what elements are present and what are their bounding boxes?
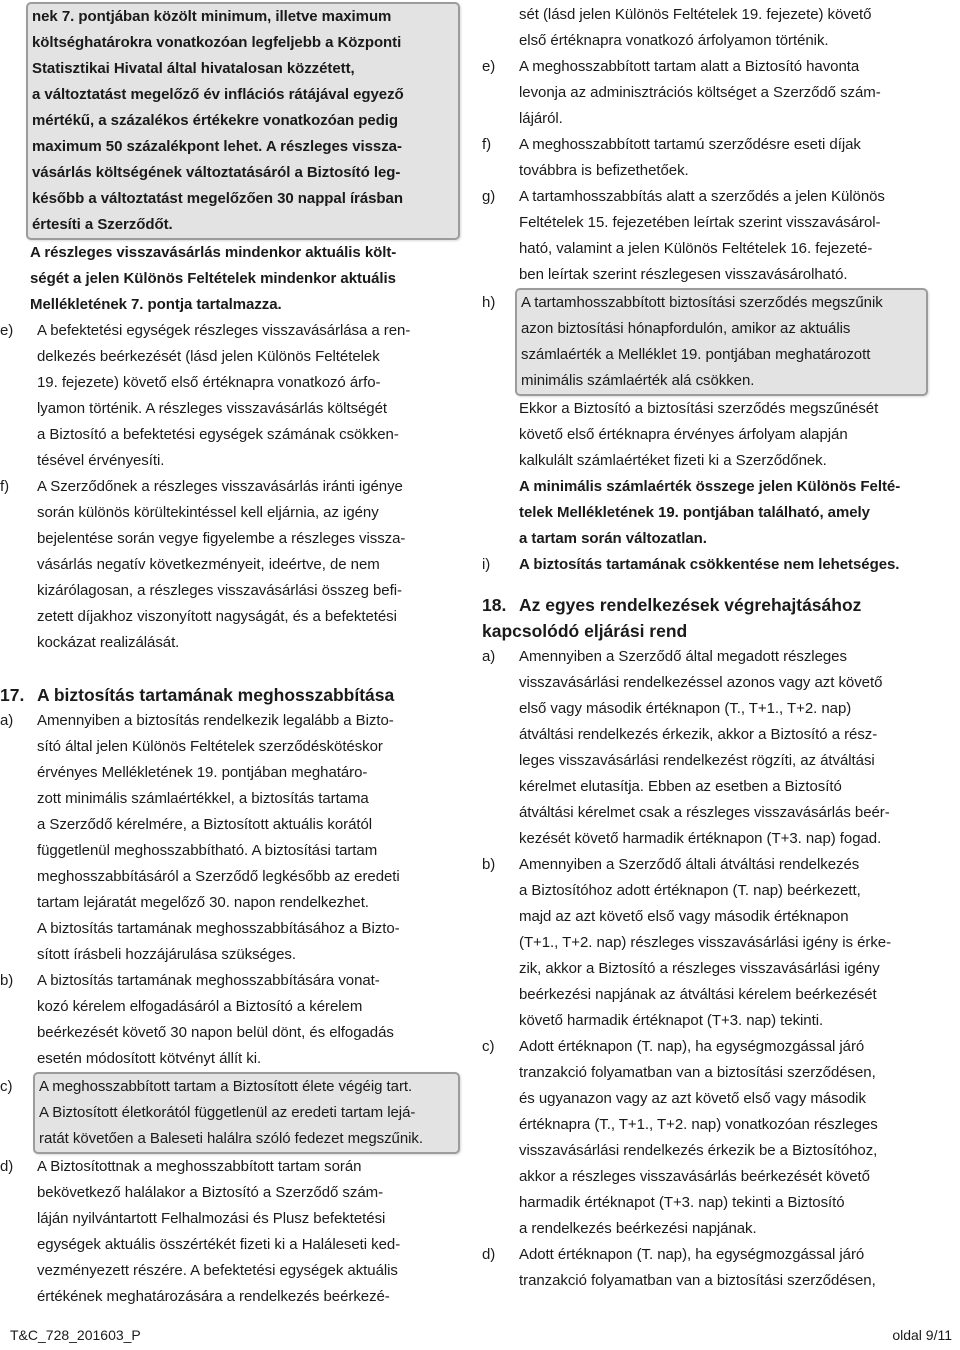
text-line: A biztosítás tartamának meghosszabbítására vonat- [37, 972, 380, 989]
item-marker: b) [0, 972, 14, 989]
text-line: Amennyiben a Szerződő általi átváltási rendelkezés [519, 856, 860, 873]
text-line: átváltási kérelmet csak a részleges visszavásárlás beér- [519, 804, 890, 821]
item-marker: e) [0, 322, 14, 339]
text-line: Adott értéknapon (T. nap), ha egységmozgással járó [519, 1246, 865, 1263]
text-line: bekövetkező halálakor a Biztosító a Szerződő szám- [37, 1184, 384, 1201]
text-line: (T+1., T+2. nap) részleges visszavásárlási igény is érke- [519, 934, 892, 951]
text-line: függetlenül meghosszabbítható. A biztosítási tartam [37, 842, 378, 859]
text-line: sét (lásd jelen Különös Feltételek 19. fejezete) követő [519, 6, 872, 23]
list-item-17d [0, 1154, 460, 1310]
text-line: visszavásárlási rendelkezés érkezik be a Biztosítóhoz, [519, 1142, 878, 1159]
text-line: értesíti a Szerződőt. [32, 216, 173, 233]
text-line: Feltételek 15. fejezetében leírtak szerint visszavásárol- [519, 214, 881, 231]
text-line: ható, valamint a jelen Különös Feltételek 16. fejezeté- [519, 240, 873, 257]
text-line: érvényes Mellékletének 19. pontjában meghatáro- [37, 764, 368, 781]
text-line: során különös körültekintéssel kell eljárnia, az igény [37, 504, 379, 521]
list-item-18a [482, 644, 942, 852]
list-item-17b [0, 968, 460, 1072]
text-line: A tartamhosszabbítás alatt a szerződés a jelen Különös [519, 188, 885, 205]
item-marker: e) [482, 58, 496, 75]
text-line: ratát követően a Baleseti halálra szóló fedezet megszűnik. [39, 1130, 423, 1147]
text-line: láján nyilvántartott Felhalmozási és Plusz befektetési [37, 1210, 386, 1227]
text-line: lyamon történik. A részleges visszavásárlás költségét [37, 400, 388, 417]
text-line: kalkulált számlaértéket fizeti ki a Szerződőnek. [519, 452, 827, 469]
item-marker: d) [0, 1158, 14, 1175]
text-line: követő első értéknapra érvényes árfolyam alapján [519, 426, 848, 443]
item-marker: a) [482, 648, 496, 665]
text-line: vásárlás negatív következményeit, ideértve, de nem [37, 556, 380, 573]
text-line: továbbra is befizethetőek. [519, 162, 689, 179]
item-marker: h) [482, 294, 496, 311]
list-item-18d [482, 1242, 942, 1294]
text-line: átváltási rendelkezés érkezik, akkor a Biztosító a rész- [519, 726, 878, 743]
section-number: 18. [482, 595, 507, 615]
list-item-17a [0, 708, 460, 968]
text-line: kezését követő harmadik értéknapon (T+3. nap) fogad. [519, 830, 882, 847]
item-marker: i) [482, 556, 491, 573]
list-item-f [482, 132, 942, 184]
item-marker: c) [0, 1078, 13, 1095]
text-line: A részleges visszavásárlás mindenkor aktuális költ- [30, 244, 397, 261]
text-line: később a változtatást megelőzően 30 nappal írásban [32, 190, 403, 207]
text-line: minimális számlaérték alá csökken. [521, 372, 755, 389]
section-title: Az egyes rendelkezések végrehajtásához [519, 595, 862, 615]
text-line: A Biztosítottnak a meghosszabbított tartam során [37, 1158, 362, 1175]
text-line: sító által jelen Különös Feltételek szerződéskötéskor [37, 738, 383, 755]
text-line: Amennyiben a biztosítás rendelkezik legalább a Bizto- [37, 712, 394, 729]
text-line: A meghosszabbított tartam a Biztosított élete végéig tart. [39, 1078, 413, 1095]
item-marker: f) [0, 478, 10, 495]
section-heading-18 [482, 592, 942, 644]
text-line: A Biztosított életkorától függetlenül az eredeti tartam lejá- [39, 1104, 416, 1121]
text-line: maximum 50 százalékpont lehet. A részleges vissza- [32, 138, 402, 155]
text-line: ségét a jelen Különös Feltételek mindenkor aktuális [30, 270, 396, 287]
item-marker: d) [482, 1246, 496, 1263]
section-number: 17. [0, 685, 25, 705]
section-title-cont: kapcsolódó eljárási rend [482, 621, 688, 641]
footer-doc-code: T&C_728_201603_P [10, 1327, 141, 1343]
text-line: beérkezését követő 30 napon belül dönt, és elfogadás [37, 1024, 394, 1041]
text-line: költséghatárokra vonatkozóan legfeljebb a Központi [32, 34, 402, 51]
text-line: Mellékletének 7. pontja tartalmazza. [30, 296, 282, 313]
text-line: sított írásbeli hozzájárulása szükséges. [37, 946, 296, 963]
item-marker: g) [482, 188, 496, 205]
bold-paragraph [30, 240, 460, 318]
left-column [0, 2, 460, 1310]
list-item-18b [482, 852, 942, 1034]
text-line: első értéknapra vonatkozó árfolyamon történik. [519, 32, 829, 49]
text-line: ben leírtak szerint részlegesen visszavásárolható. [519, 266, 848, 283]
text-line: bejelentése során vegye figyelembe a részleges vissza- [37, 530, 406, 547]
text-line: kizárólagosan, a részleges visszavásárlási összeg befi- [37, 582, 402, 599]
text-line: zott minimális számlaértékkel, a biztosítás tartama [37, 790, 369, 807]
text-line: zetett díjakhoz viszonyított nagyságát, és a befektetési [37, 608, 397, 625]
continued-paragraph [482, 2, 942, 54]
text-line: delkezés beérkezését (lásd jelen Különös Feltételek [37, 348, 380, 365]
highlight-box-cost-change [26, 2, 460, 240]
text-line: A meghosszabbított tartamú szerződésre eseti díjak [519, 136, 861, 153]
text-line: beérkezési napjának az átváltási kérelem beérkezését [519, 986, 877, 1003]
text-line: kérelmet elutasítja. Ebben az esetben a Biztosító [519, 778, 842, 795]
list-item-e [0, 318, 460, 474]
text-line: A tartamhosszabbított biztosítási szerződés megszűnik [521, 294, 883, 311]
text-line: 19. fejezete) követő első értéknapra vonatkozó árfo- [37, 374, 381, 391]
text-line: a tartam során változatlan. [519, 530, 707, 547]
text-line: A biztosítás tartamának meghosszabbításához a Bizto- [37, 920, 400, 937]
section-title: A biztosítás tartamának meghosszabbítása [37, 685, 395, 705]
list-item-f [0, 474, 460, 656]
item-marker: b) [482, 856, 496, 873]
right-column [482, 2, 942, 1294]
text-line: a Szerződő kérelmére, a Biztosított aktuális korától [37, 816, 373, 833]
text-line: a Biztosítóhoz adott értéknapon (T. nap) beérkezett, [519, 882, 861, 899]
list-item-h [482, 288, 942, 552]
list-item-e [482, 54, 942, 132]
item-marker: c) [482, 1038, 495, 1055]
text-line: számlaérték a Melléklet 19. pontjában meghatározott [521, 346, 871, 363]
text-line: esetén módosított kötvényt állít ki. [37, 1050, 262, 1067]
text-line: kozó kérelem elfogadásáról a Biztosító a kérelem [37, 998, 363, 1015]
text-line: vezményezett részére. A befektetési egységek aktuális [37, 1262, 398, 1279]
text-line: Statisztikai Hivatal által hivatalosan közzétett, [32, 60, 355, 77]
list-item-17c [0, 1072, 460, 1154]
text-line: majd az azt követő első vagy második értéknapon [519, 908, 849, 925]
list-item-g [482, 184, 942, 288]
text-line: meghosszabbításáról a Szerződő legkésőbb az eredeti [37, 868, 400, 885]
text-line: a Biztosító a befektetési egységek számának csökken- [37, 426, 399, 443]
text-line: a rendelkezés beérkezési napjának. [519, 1220, 757, 1237]
text-line: A Szerződőnek a részleges visszavásárlás iránti igénye [37, 478, 403, 495]
text-line: értéknapra (T., T+1., T+2. nap) vonatkozóan részleges [519, 1116, 878, 1133]
list-item-i [482, 552, 942, 578]
text-line: tartam lejáratát megelőző 30. napon rendelkezhet. [37, 894, 369, 911]
text-line: egységek aktuális összértékét fizeti ki a Haláleseti ked- [37, 1236, 401, 1253]
text-line: követő harmadik értéknapot (T+3. nap) tekinti. [519, 1012, 824, 1029]
text-line: akkor a részleges visszavásárlás beérkezését követő [519, 1168, 870, 1185]
text-line: mértékű, a százalékos értékekre vonatkozóan pedig [32, 112, 399, 129]
text-line: levonja az adminisztrációs költséget a Szerződő szám- [519, 84, 881, 101]
highlight-box-termination [515, 288, 928, 396]
text-line: zik, akkor a Biztosító a részleges visszavásárlási igény [519, 960, 880, 977]
text-line: és ugyanazon vagy az azt követő első vagy második [519, 1090, 866, 1107]
text-line: tranzakció folyamatban van a biztosítási szerződésen, [519, 1064, 876, 1081]
text-line: harmadik értéknapot (T+3. nap) tekinti a Biztosító [519, 1194, 845, 1211]
footer-page-number: oldal 9/11 [892, 1327, 952, 1343]
text-line: leges visszavásárlási rendelkezést rögzíti, az átváltási [519, 752, 875, 769]
item-marker: a) [0, 712, 14, 729]
text-line: kockázat realizálását. [37, 634, 180, 651]
text-line: első vagy második értéknapon (T., T+1., T+2. nap) [519, 700, 852, 717]
text-line: visszavásárlási rendelkezéssel azonos vagy azt követő [519, 674, 883, 691]
text-line: értékének meghatározására a rendelkezés beérkezé- [37, 1288, 390, 1305]
text-line: vásárlás költségének változtatásáról a Biztosító leg- [32, 164, 401, 181]
text-line: A meghosszabbított tartam alatt a Biztosító havonta [519, 58, 860, 75]
text-line: Ekkor a Biztosító a biztosítási szerződés megszűnését [519, 400, 879, 417]
text-line: tranzakció folyamatban van a biztosítási szerződésen, [519, 1272, 876, 1289]
text-line: tésével érvényesíti. [37, 452, 165, 469]
text-line: A biztosítás tartamának csökkentése nem lehetséges. [519, 556, 900, 573]
text-line: A minimális számlaérték összege jelen Különös Felté- [519, 478, 901, 495]
text-line: a változtatást megelőző év inflációs rátájával egyező [32, 86, 404, 103]
text-line: azon biztosítási hónapfordulón, amikor az aktuális [521, 320, 851, 337]
item-marker: f) [482, 136, 492, 153]
text-line: Adott értéknapon (T. nap), ha egységmozgással járó [519, 1038, 865, 1055]
text-line: nek 7. pontjában közölt minimum, illetve maximum [32, 8, 392, 25]
text-line: Amennyiben a Szerződő által megadott részleges [519, 648, 847, 665]
highlight-box-extended-term [33, 1072, 460, 1154]
text-line: lájáról. [519, 110, 563, 127]
section-heading-17 [0, 682, 460, 708]
text-line: telek Mellékletének 19. pontjában található, amely [519, 504, 870, 521]
list-item-18c [482, 1034, 942, 1242]
text-line: A befektetési egységek részleges visszavásárlása a ren- [37, 322, 411, 339]
